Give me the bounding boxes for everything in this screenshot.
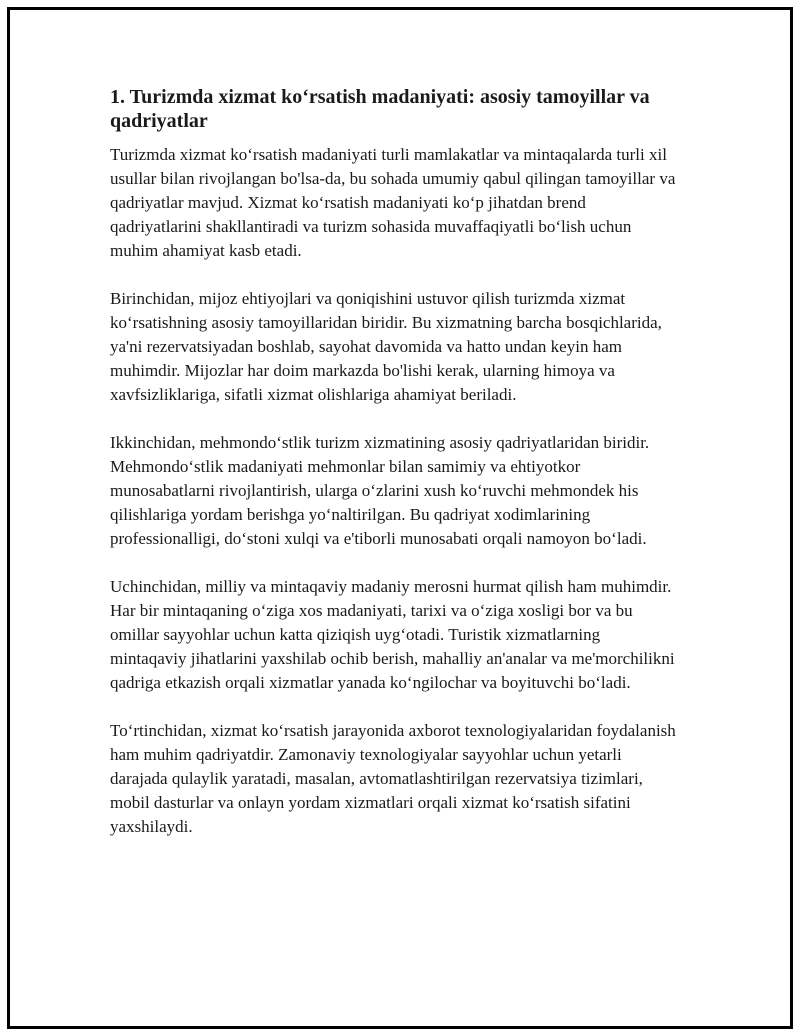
paragraph-third-principle: Uchinchidan, milliy va mintaqaviy madaniy merosni hurmat qilish ham muhimdir. Har bir mintaqaning o‘ziga xos madaniyati, tarixi va o‘ziga xosligi bor va bu omillar sayyohlar uchun katta qiziqish uyg‘otadi. Turistik xizmatlarning mintaqaviy jihatlarini yaxshilab ochib berish, mahalliy an'analar va me'morchilikni qadriga etkazish orqali xizmatlar yanada ko‘ngilochar va boyituvchi bo‘ladi. xyxy=(110,577,675,692)
paragraph-second-principle: Ikkinchidan, mehmondo‘stlik turizm xizmatining asosiy qadriyatlaridan biridir. Mehmondo‘stlik madaniyati mehmonlar bilan samimiy va ehtiyotkor munosabatlarni rivojlantirish, ularga o‘zlarini xush ko‘ruvchi mehmondek his qilishlariga yordam berishga yo‘naltirilgan. Bu qadriyat xodimlarining professionalligi, do‘stoni xulqi va e'tiborli munosabati orqali namoyon bo‘ladi. xyxy=(110,433,650,548)
paragraph-fourth-principle: To‘rtinchidan, xizmat ko‘rsatish jarayonida axborot texnologiyalaridan foydalanish ham muhim qadriyatdir. Zamonaviy texnologiyalar sayyohlar uchun yetarli darajada qulaylik yaratadi, masalan, avtomatlashtirilgan rezervatsiya tizimlari, mobil dasturlar va onlayn yordam xizmatlari orqali xizmat ko‘rsatish sifatini yaxshilaydi. xyxy=(110,721,676,836)
section-heading: 1. Turizmda xizmat ko‘rsatish madaniyati: asosiy tamoyillar va qadriyatlar xyxy=(110,86,650,132)
paragraph-intro: Turizmda xizmat ko‘rsatish madaniyati turli mamlakatlar va mintaqalarda turli xil usullar bilan rivojlangan bo'lsa-da, bu sohada umumiy qabul qilingan tamoyillar va qadriyatlar mavjud. Xizmat ko‘rsatish madaniyati ko‘p jihatdan brend qadriyatlarini shakllantiradi va turizm sohasida muvaffaqiyatli bo‘lish uchun muhim ahamiyat kasb etadi. xyxy=(110,145,676,260)
document-body xyxy=(110,85,680,863)
paragraph-first-principle: Birinchidan, mijoz ehtiyojlari va qoniqishini ustuvor qilish turizmda xizmat ko‘rsatishning asosiy tamoyillaridan biridir. Bu xizmatning barcha bosqichlarida, ya'ni rezervatsiyadan boshlab, sayohat davomida va hatto undan keyin ham muhimdir. Mijozlar har doim markazda bo'lishi kerak, ularning himoya va xavfsizliklariga, sifatli xizmat olishlariga ahamiyat beriladi. xyxy=(110,289,662,404)
